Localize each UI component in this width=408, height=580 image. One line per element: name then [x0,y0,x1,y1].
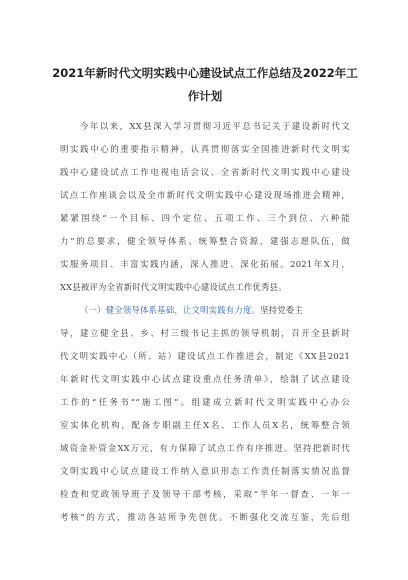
paragraph-2-line: 代文明实践中心（所、站）建设试点工作推进会，制定《XX县2021 [60,351,350,361]
paragraph-2-lead-line [80,300,350,320]
document-title-line-1: 2021年新时代文明实践中心建设试点工作总结及2022年工 [52,66,358,80]
paragraph-2-line: 文明实践中心试点建设工作纳入意识形态工作责任制落实情况监督 [60,466,350,476]
paragraph-2-line: 检查和党政领导班子及领导干部考核，采取“半年一督查、一年一 [60,489,350,499]
paragraph-2-lead-text: 坚持党委主 [260,305,303,315]
paragraph-1-line: 实服务项目、丰富实践内涵，深入推进、深化拓展。2021年X月， [60,259,350,269]
document-title-line-2: 作计划 [187,89,223,103]
paragraph-2-line: 考核”的方式，推动各站所争先创优。不断强化交流互鉴，先后组 [60,512,350,522]
paragraph-2-line: 工作的“任务书”“施工图”。组建成立新时代文明实践中心办公 [60,397,350,407]
paragraph-2-line: 年新时代文明实践中心试点建设重点任务清单》，绘制了试点建设 [60,374,350,384]
paragraph-1-line: 力”的总要求，健全领导体系、统筹整合资源，建强志愿队伍，做 [60,236,350,246]
paragraph-2-line: 室实体化机构，配备专职副主任X名、工作人员X名，统筹整合领 [60,420,350,430]
section-heading-highlight: （一）健全领导体系基础，让文明实践有力度。 [80,305,261,315]
paragraph-1-line: 紧紧围绕“一个目标、四个定位、五项工作、三个到位、六种能 [60,213,350,223]
paragraph-2-line: 导，建立健全县、乡、村三级书记主抓的领导机制，召开全县新时 [60,328,350,338]
paragraph-2-line: 域资金补资金XX万元，有力保障了试点工作有序推进。坚持把新时代 [60,443,350,453]
paragraph-1-line: XX县被评为全省新时代文明实践中心建设试点工作优秀县。 [60,282,287,292]
paragraph-1-line: 今年以来，XX县深入学习贯彻习近平总书记关于建设新时代文 [80,121,350,131]
paragraph-1-line: 践中心建设试点工作电视电话会议、全省新时代文明实践中心建设 [60,167,350,177]
paragraph-1-line: 试点工作座谈会以及全市新时代文明实践中心建设现场推进会精神， [60,190,350,200]
paragraph-1-line: 明实践中心的重要指示精神，认真贯彻落实全国推进新时代文明实 [60,144,350,154]
